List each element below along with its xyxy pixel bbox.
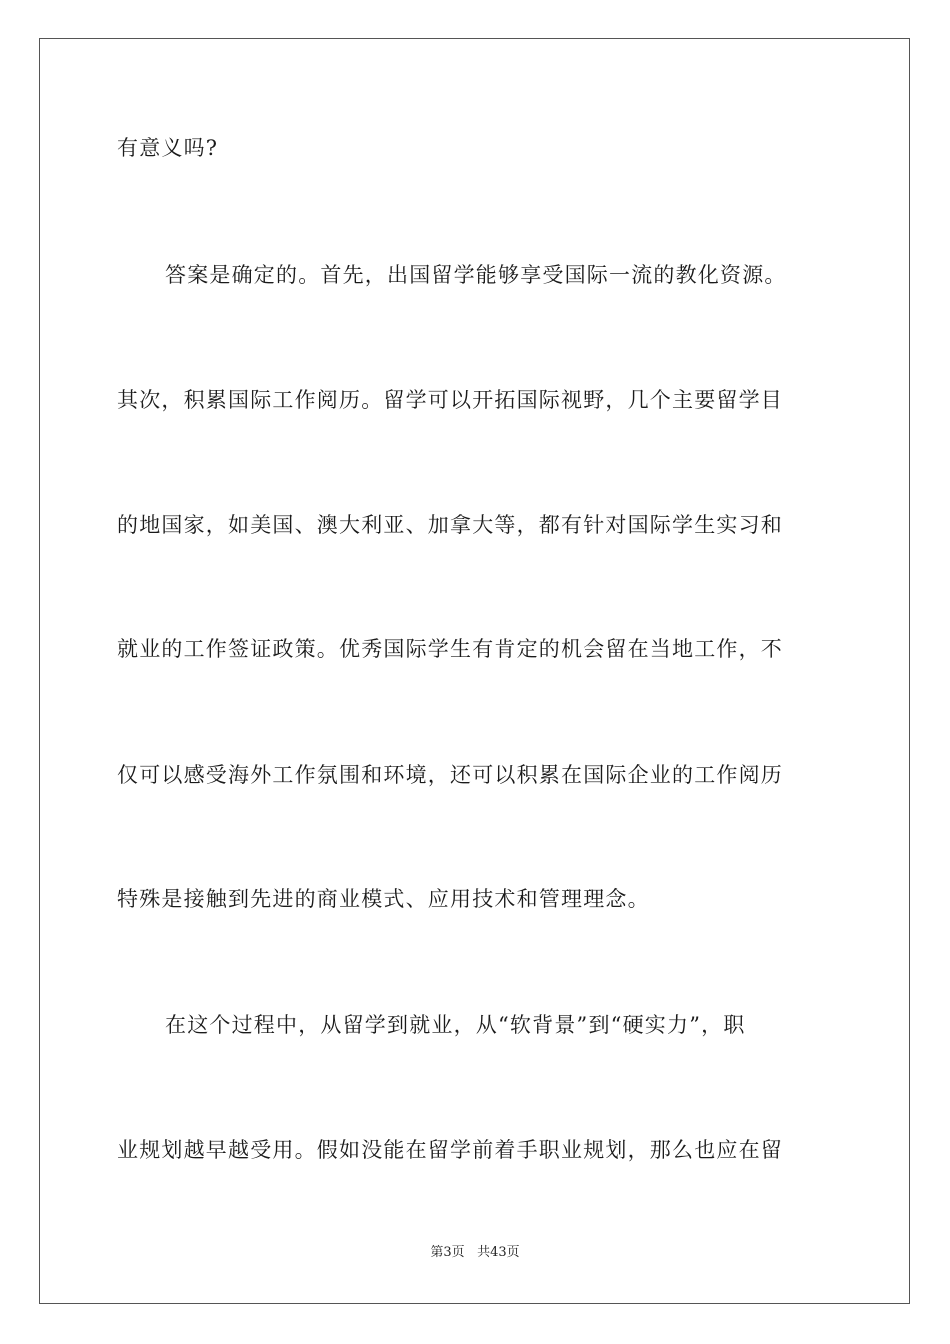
body-line-2: 答案是确定的。首先，出国留学能够享受国际一流的教化资源。 [165,263,787,287]
body-line-8: 在这个过程中，从留学到就业，从“软背景”到“硬实力”，职 [165,1013,746,1037]
footer-total-pages: 43 [490,1245,507,1260]
footer-page-unit: 页 [451,1245,465,1260]
page-footer [0,1244,950,1262]
footer-total-unit: 页 [506,1245,520,1260]
footer-page-label: 第 [430,1245,444,1260]
body-line-6: 仅可以感受海外工作氛围和环境，还可以积累在国际企业的工作阅历 [117,763,783,787]
page-border [39,38,910,1304]
body-line-1: 有意义吗? [117,136,219,160]
footer-total-label: 共 [477,1245,491,1260]
footer-page-number: 3 [443,1245,452,1260]
body-line-3: 其次，积累国际工作阅历。留学可以开拓国际视野，几个主要留学目 [117,388,783,412]
body-line-4: 的地国家，如美国、澳大利亚、加拿大等，都有针对国际学生实习和 [117,513,783,537]
body-line-9: 业规划越早越受用。假如没能在留学前着手职业规划，那么也应在留 [117,1138,783,1162]
body-line-5: 就业的工作签证政策。优秀国际学生有肯定的机会留在当地工作，不 [117,637,783,661]
body-line-7: 特殊是接触到先进的商业模式、应用技术和管理理念。 [117,887,650,911]
